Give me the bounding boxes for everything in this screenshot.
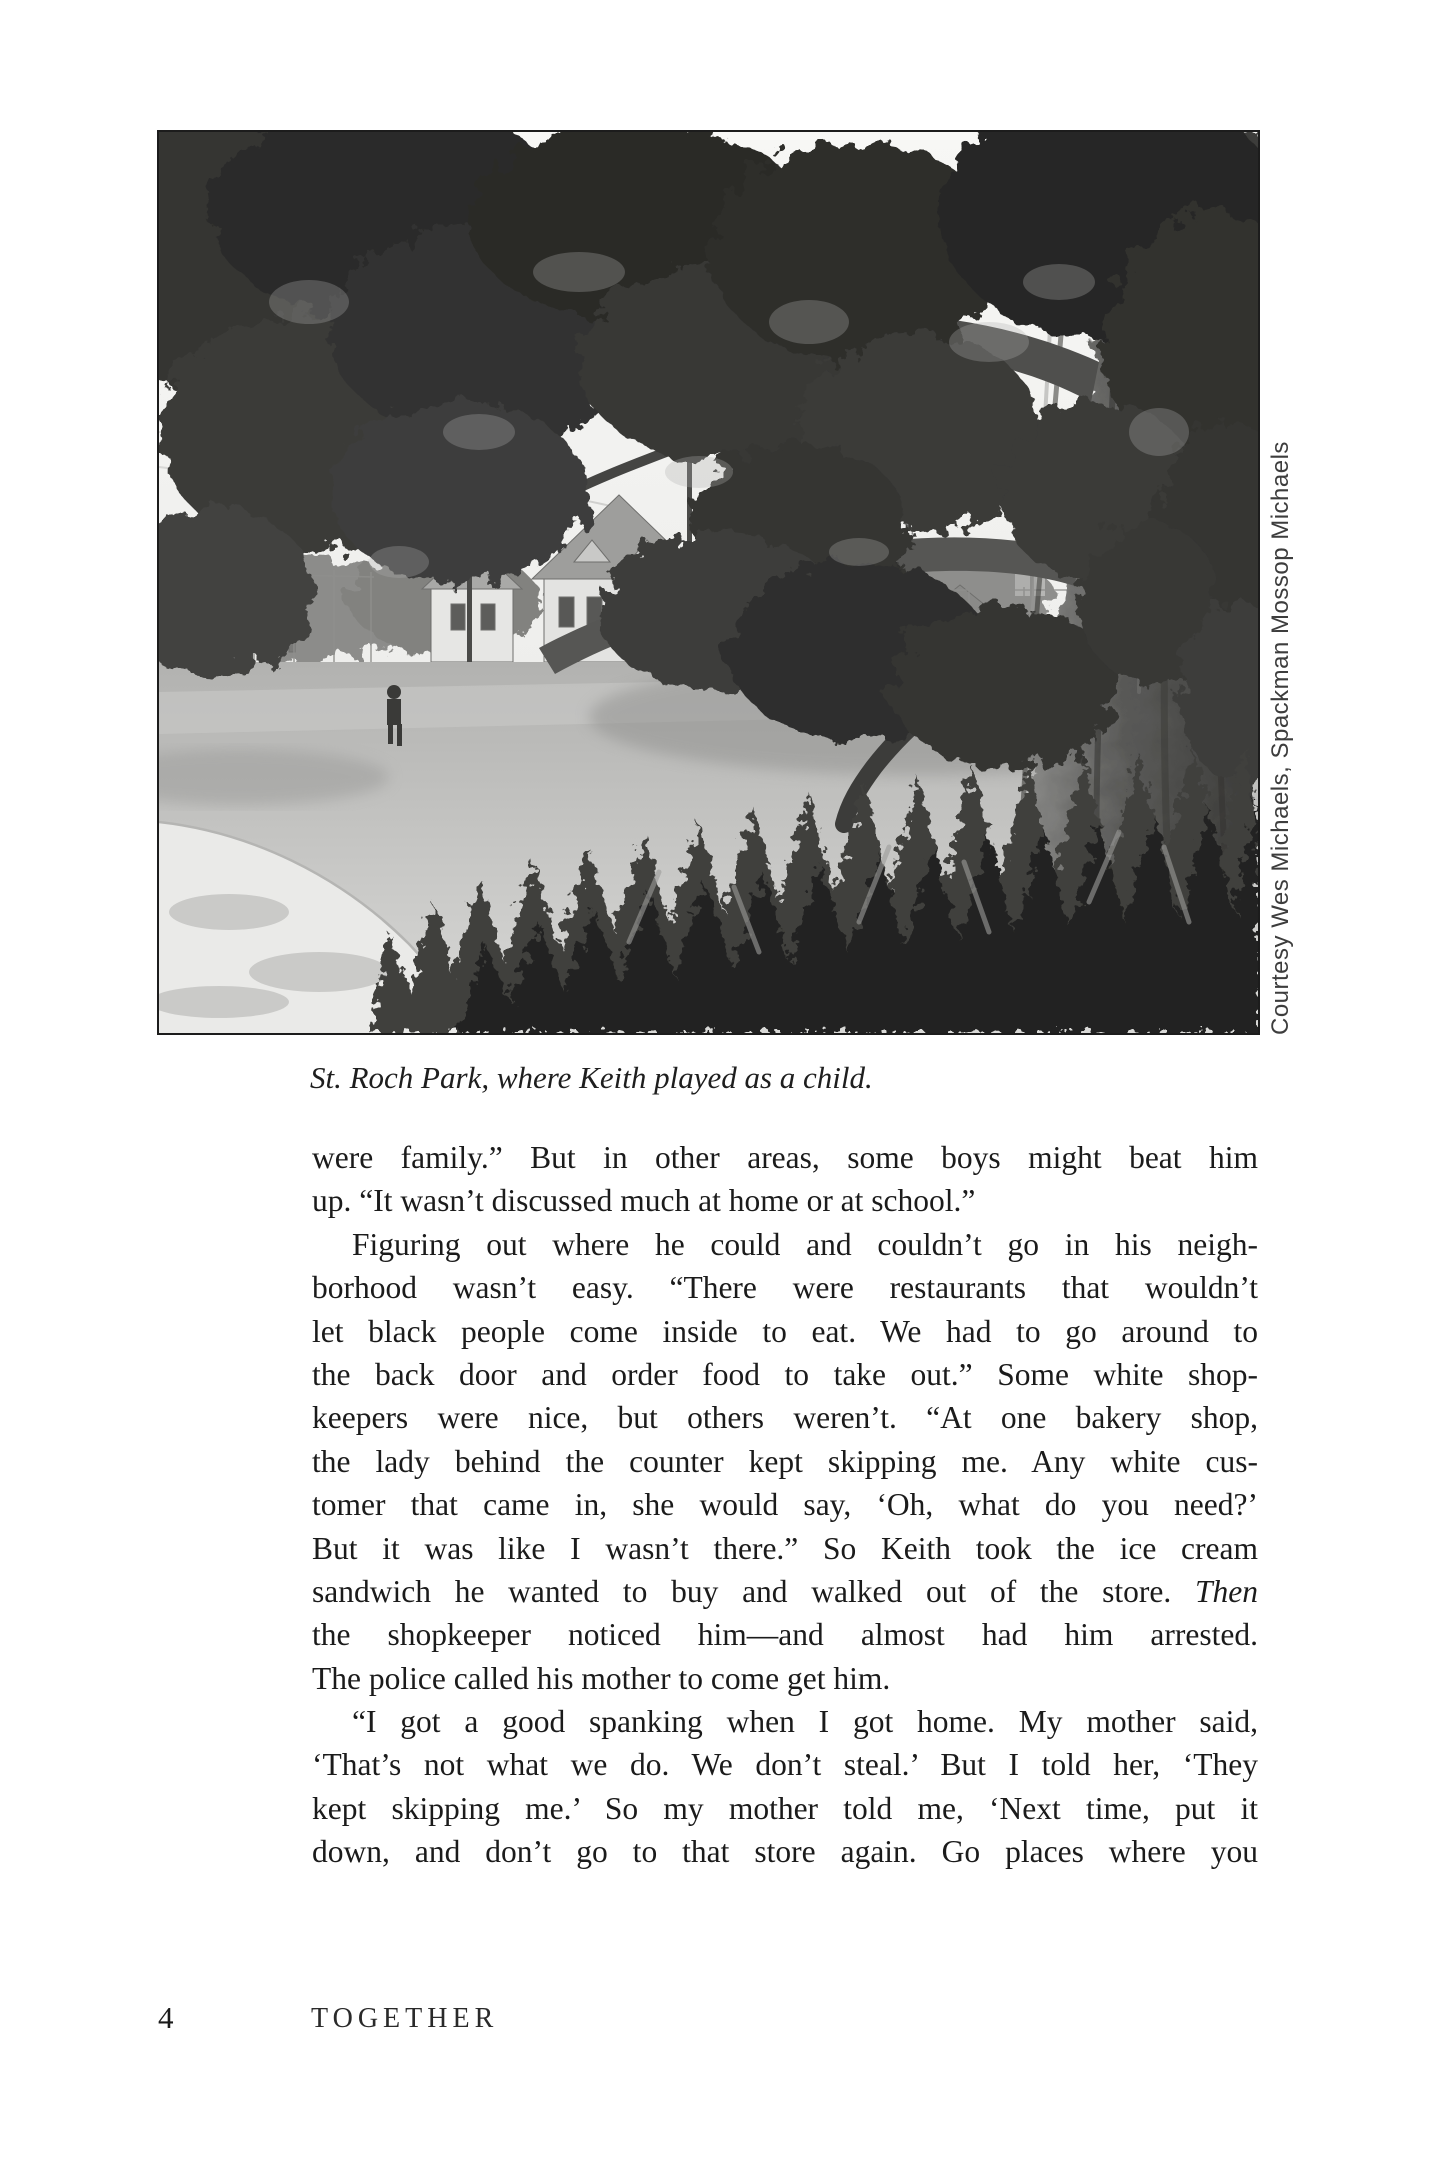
text-line: borhood wasn’t easy. “There were restaurants that wouldn’t (312, 1270, 1258, 1306)
text-line: keepers were nice, but others weren’t. “At one bakery shop, (312, 1400, 1258, 1436)
text-line: kept skipping me.’ So my mother told me, ‘Next time, put it (312, 1790, 1258, 1826)
text-line: Figuring out where he could and couldn’t go in his neigh- (352, 1226, 1258, 1262)
text-line: The police called his mother to come get him. (312, 1660, 891, 1696)
text-line: were family.” But in other areas, some boys might beat him (312, 1140, 1258, 1175)
photo-credit: Courtesy Wes Michaels, Spackman Mossop Michaels (1267, 441, 1294, 1035)
text-line: “I got a good spanking when I got home. My mother said, (352, 1704, 1258, 1740)
text-line: the lady behind the counter kept skipping me. Any white cus- (312, 1443, 1258, 1479)
text-line: the back door and order food to take out.” Some white shop- (312, 1356, 1258, 1392)
text-line: But it was like I wasn’t there.” So Keith took the ice cream (312, 1530, 1258, 1566)
park-photo-illustration (159, 132, 1258, 1033)
text-line: ‘That’s not what we do. We don’t steal.’ But I told her, ‘They (312, 1747, 1258, 1783)
text-line: let black people come inside to eat. We had to go around to (312, 1313, 1258, 1349)
photo-caption: St. Roch Park, where Keith played as a child. (310, 1060, 873, 1095)
running-title: TOGETHER (311, 2003, 499, 2034)
text-line: the shopkeeper noticed him—and almost had him arrested. (312, 1617, 1258, 1653)
body-text (312, 1136, 1258, 1874)
text-line: sandwich he wanted to buy and walked out of the store. Then (312, 1573, 1258, 1609)
text-line: up. “It wasn’t discussed much at home or at school.” (312, 1183, 976, 1219)
page-number: 4 (158, 2000, 174, 2035)
text-line: down, and don’t go to that store again. Go places where you (312, 1834, 1258, 1870)
park-photo (157, 130, 1260, 1035)
text-line: tomer that came in, she would say, ‘Oh, what do you need?’ (312, 1487, 1258, 1523)
